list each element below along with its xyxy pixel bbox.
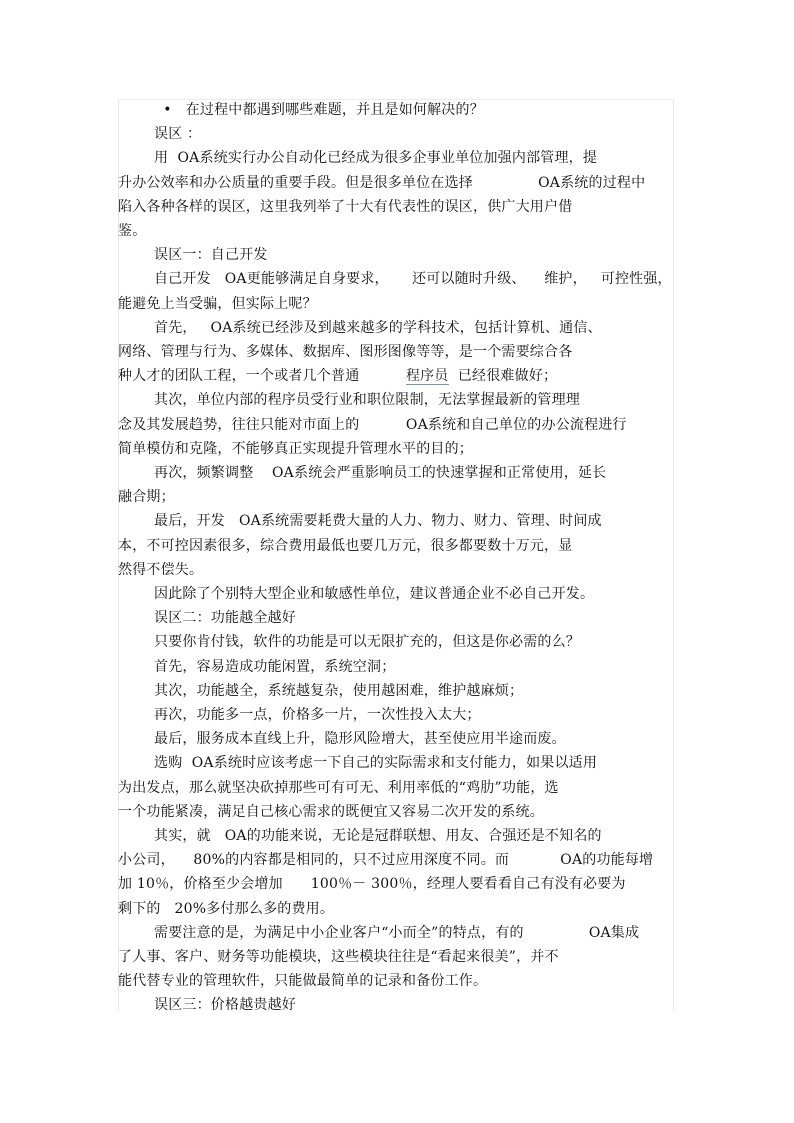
line-text: 融合期； (118, 489, 175, 506)
line-text: 自己开发 OA更能够满足自身要求， 还可以随时升级、 维护， 可控性强， (154, 271, 672, 288)
line-text: 其实，就 OA的功能来说，无论是冠群联想、用友、合强还是不知名的 (154, 828, 602, 844)
line-text: 首先，容易造成功能闲置，系统空洞； (154, 658, 396, 675)
text-line (118, 293, 317, 315)
text-line (154, 389, 580, 411)
text-line (154, 656, 395, 678)
line-text: 网络、管理与行为、多媒体、数据库、图形图像等等，是一个需要综合各 (118, 344, 573, 360)
line-text: 误区二：功能越全越好 (154, 610, 296, 627)
text-line (118, 220, 146, 242)
text-line (118, 970, 487, 992)
text-line (154, 99, 484, 121)
line-text: 一个功能紧凑，满足自己核心需求的既便宜又容易二次开发的系统。 (118, 803, 544, 820)
line-text: 能避免上当受骗，但实际上呢？ (118, 295, 317, 312)
line-text: 陷入各种各样的误区，这里我列举了十大有代表性的误区，供广大用户借 (118, 198, 573, 215)
text-line (154, 704, 481, 726)
text-line (154, 510, 602, 532)
text-line (154, 583, 594, 605)
line-text: 其次，功能越全，系统越复杂，使用越困难，维护越麻烦； (154, 682, 524, 699)
text-line (154, 607, 296, 629)
text-line (118, 365, 557, 387)
line-text: 为出发点，那么就坚决砍掉那些可有可无、利用率低的“鸡肋”功能，选 (118, 779, 559, 796)
line-text: 首先， OA系统已经涉及到越来越多的学科技术，包括计算机、通信、 (154, 319, 602, 336)
text-line (118, 341, 572, 363)
line-text: 种人才的团队工程，一个或者几个普通 (118, 368, 406, 385)
line-text: • 在过程中都遇到哪些难题，并且是如何解决的？ (154, 102, 484, 118)
line-text: 念及其发展趋势，往往只能对市面上的 OA系统和自己单位的办公流程进行 (118, 416, 627, 433)
text-line (154, 244, 268, 266)
line-text: 最后，开发 OA系统需要耗费大量的人力、物力、财力、管理、时间成 (154, 513, 602, 530)
text-line (154, 147, 597, 169)
text-line (154, 317, 602, 339)
line-text: 本，不可控因素很多，综合费用最低也要几万元，很多都要数十万元，显 (118, 537, 573, 554)
text-line (154, 752, 597, 774)
text-line (118, 873, 626, 895)
line-text: 剩下的 20%多付那么多的费用。 (118, 900, 335, 917)
hyperlink-programmer[interactable]: 程序员 (405, 368, 449, 385)
text-line (118, 777, 559, 799)
line-text: 需要注意的是，为满足中小企业客户“小而全”的特点，有的 OA集成 (154, 924, 640, 941)
line-text: 加 10％，价格至少会增加 100％－ 300％，经理人要看看自己有没有必要为 (118, 876, 626, 893)
text-line (118, 535, 572, 557)
text-line (154, 825, 602, 847)
text-line (118, 196, 572, 218)
text-line (154, 268, 672, 290)
line-text: 误区一：自己开发 (154, 247, 268, 264)
line-text: 小公司， 80%的内容都是相同的，只不过应用深度不同。而 OA的功能每增 (118, 852, 654, 869)
text-line (154, 994, 296, 1016)
text-line (154, 680, 523, 702)
text-line (118, 486, 175, 508)
line-text: 误区三：价格越贵越好 (154, 997, 296, 1014)
line-text-after-link: 已经很难做好； (448, 368, 558, 385)
text-line (118, 438, 473, 460)
text-line (154, 922, 639, 944)
line-text: 鉴。 (118, 223, 147, 239)
line-text: 误区 ： (154, 126, 202, 143)
line-text: 升办公效率和办公质量的重要手段。但是很多单位在选择 OA系统的过程中 (118, 174, 646, 191)
line-text: 最后，服务成本直线上升，隐形风险增大，甚至使应用半途而废。 (154, 731, 566, 748)
text-line (118, 559, 203, 581)
line-text: 然得不偿失。 (118, 561, 204, 578)
text-line (118, 172, 645, 194)
line-text: 了人事、客户、财务等功能模块，这些模块往往是“看起来很美”，并不 (118, 949, 559, 965)
text-line (118, 946, 559, 968)
line-text: 其次，单位内部的程序员受行业和职位限制，无法掌握最新的管理理 (154, 392, 580, 409)
text-line (118, 849, 653, 871)
line-text: 再次，频繁调整 OA系统会严重影响员工的快速掌握和正常使用，延长 (154, 465, 607, 481)
line-text: 只要你肯付钱，软件的功能是可以无限扩充的，但这是你必需的么？ (154, 634, 580, 651)
text-line (154, 462, 606, 484)
line-text: 能代替专业的管理软件，只能做最简单的记录和备份工作。 (118, 973, 488, 990)
line-text: 因此除了个别特大型企业和敏感性单位，建议普通企业不必自己开发。 (154, 586, 595, 602)
text-line (154, 728, 566, 750)
line-text: 再次，功能多一点，价格多一片，一次性投入太大； (154, 707, 481, 723)
text-line (118, 414, 627, 436)
text-line (118, 898, 334, 920)
text-line (154, 123, 201, 145)
line-text: 简单模仿和克隆，不能够真正实现提升管理水平的目的； (118, 440, 473, 457)
line-text: 选购 OA系统时应该考虑一下自己的实际需求和支付能力，如果以适用 (154, 755, 598, 772)
text-line (118, 801, 544, 823)
text-line (154, 631, 580, 653)
line-text: 用 OA系统实行办公自动化已经成为很多企事业单位加强内部管理，提 (154, 150, 598, 167)
